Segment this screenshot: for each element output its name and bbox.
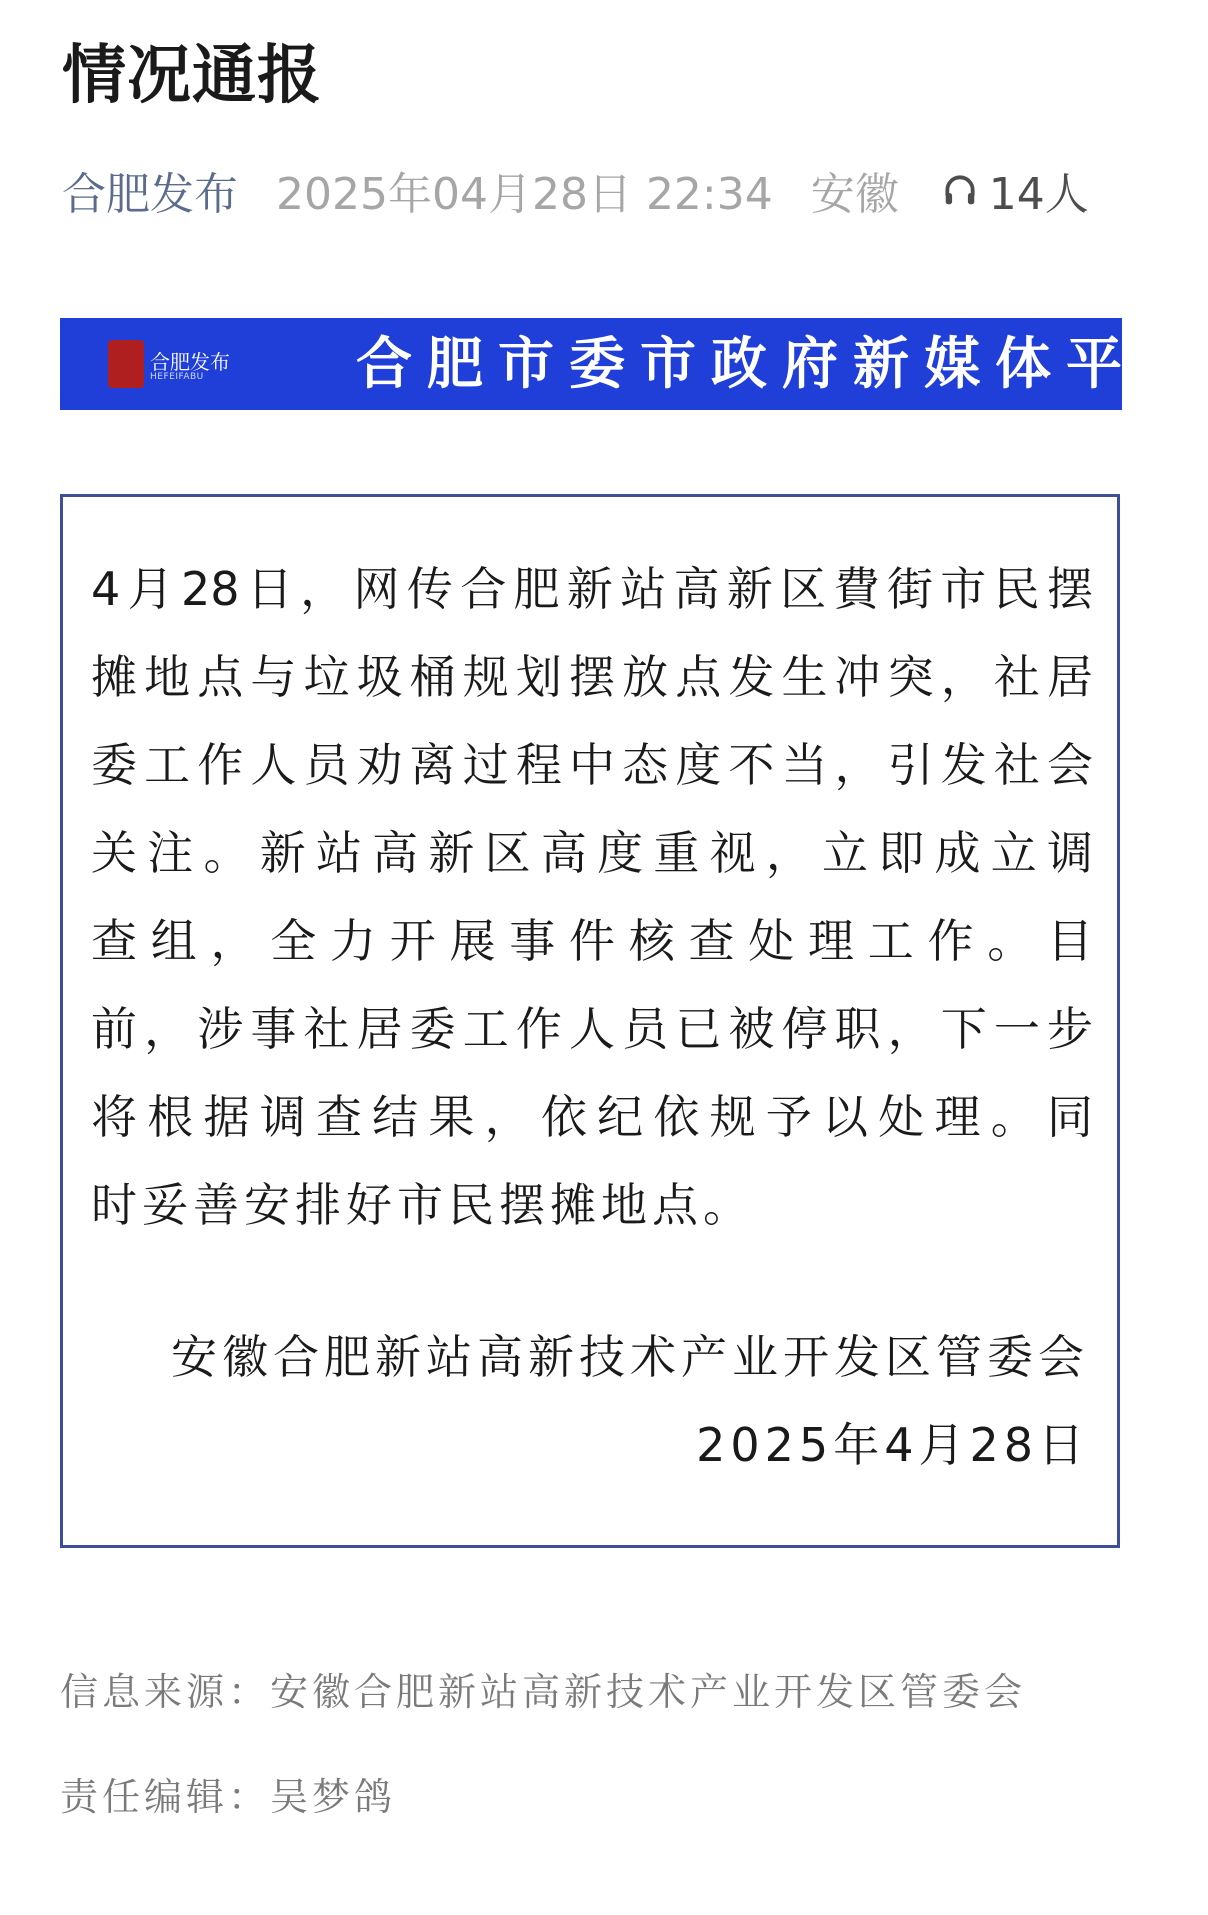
article-title: 情况通报 — [62, 39, 322, 113]
listen-button[interactable] — [941, 158, 1089, 222]
region-label: 安徽 — [810, 169, 899, 220]
banner-text: 合肥市委市政府新媒体平台 — [356, 331, 1208, 397]
info-source: 信息来源：安徽合肥新站高新技术产业开发区管委会 — [60, 1670, 1027, 1714]
signature-date: 2025年4月28日 — [696, 1418, 1089, 1472]
notice-box — [60, 494, 1120, 1548]
notice-line: 查组，全力开展事件核查处理工作。目 — [91, 914, 1093, 968]
hefei-fabu-logo-icon — [108, 340, 144, 388]
responsible-editor: 责任编辑：吴梦鸽 — [60, 1775, 397, 1819]
notice-line: 委工作人员劝离过程中态度不当，引发社会 — [91, 738, 1093, 792]
notice-line: 关注。新站高新区高度重视，立即成立调 — [91, 826, 1093, 880]
notice-line: 将根据调查结果，依纪依规予以处理。同 — [91, 1090, 1093, 1144]
signature-organization: 安徽合肥新站高新技术产业开发区管委会 — [171, 1330, 1089, 1384]
listener-count: 14人 — [988, 169, 1089, 220]
headphones-icon — [941, 171, 979, 209]
notice-line: 前，涉事社居委工作人员已被停职，下一步 — [91, 1002, 1093, 1056]
notice-line: 摊地点与垃圾桶规划摆放点发生冲突，社居 — [91, 650, 1093, 704]
banner-logo-sub: HEFEIFABU — [150, 372, 204, 382]
banner-logo-name: 合肥发布 — [150, 350, 230, 374]
publish-datetime: 2025年04月28日 22:34 — [276, 169, 773, 220]
platform-banner — [60, 318, 1208, 410]
notice-line: 时妥善安排好市民摆摊地点。 — [91, 1178, 754, 1232]
article-meta — [62, 160, 1089, 220]
notice-line: 4月28日，网传合肥新站高新区費街市民摆 — [91, 562, 1093, 616]
publisher-link[interactable]: 合肥发布 — [62, 169, 238, 220]
notice-body — [91, 545, 1093, 1249]
